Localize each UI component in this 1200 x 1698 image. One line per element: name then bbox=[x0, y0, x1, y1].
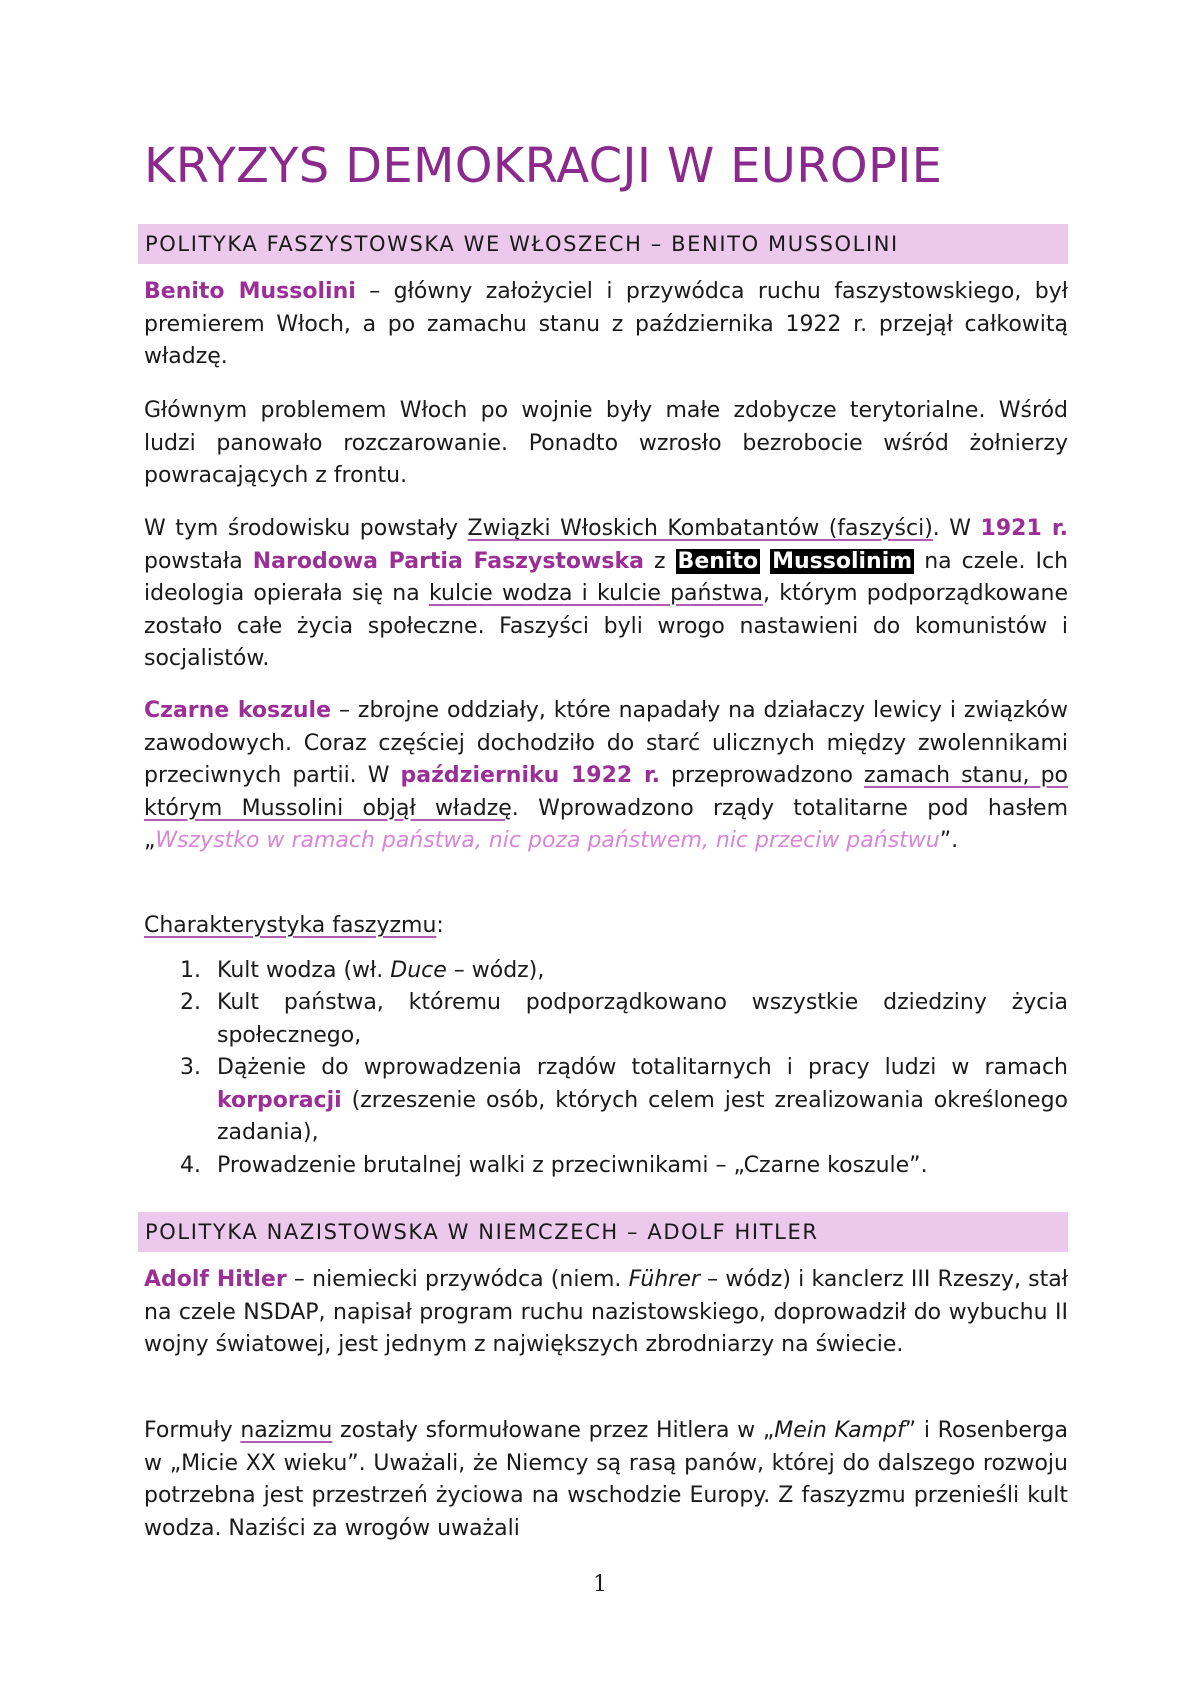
list-text: – wódz), bbox=[446, 957, 545, 983]
paragraph-text: W tym środowisku powstały bbox=[144, 516, 468, 541]
list-heading-suffix: : bbox=[436, 913, 444, 938]
paragraph-text: , którym podporządkowane zostało całe życia społeczne. Faszyści byli wrogo nastawieni do komunistów i socjalistów. bbox=[144, 581, 1068, 671]
list-item bbox=[180, 1052, 1068, 1150]
section-heading-nazism: POLITYKA NAZISTOWSKA W NIEMCZECH – ADOLF HITLER bbox=[138, 1212, 1068, 1252]
underlined-phrase: kulcie wodza i kulcie państwa bbox=[428, 581, 764, 606]
underlined-phrase: Związki Włoskich Kombatantów (faszyści) bbox=[467, 516, 933, 541]
paragraph-fascist-party bbox=[144, 513, 1068, 676]
paragraph-text: – wódz) i kanclerz III Rzeszy, stał na czele NSDAP, napisał program ruchu nazistowskiego, doprowadził do wybuchu II wojny światowej, jest jednym z największych zbrodniarzy na świecie. bbox=[144, 1267, 1068, 1357]
slogan-quote: Wszystko w ramach państwa, nic poza państwem, nic przeciw państwu bbox=[155, 828, 940, 853]
list-number: 4. bbox=[180, 1152, 201, 1178]
paragraph-text: ”. bbox=[939, 828, 959, 853]
keyword-party: Narodowa Partia Faszystowska bbox=[252, 548, 644, 574]
keyword-date: październiku 1922 r. bbox=[400, 763, 661, 788]
term-adolf-hitler: Adolf Hitler bbox=[144, 1267, 287, 1292]
underlined-phrase: zamach stanu, po którym Mussolini objął władzę bbox=[144, 763, 1068, 821]
paragraph-mussolini bbox=[144, 276, 1068, 374]
paragraph-text: ” i Rosenberga w „Micie XX wieku”. Uważali, że Niemcy są rasą panów, której do dalszego rozwoju potrzebna jest przestrzeń życiowa na wschodzie Europy. Z faszyzmu przenieśli kult wodza. Naziści za wrogów uważali bbox=[144, 1418, 1068, 1541]
paragraph-text bbox=[760, 549, 770, 574]
paragraph-text: – zbrojne oddziały, które napadały na działaczy lewicy i związków zawodowych. Coraz częściej dochodziło do starć ulicznych między zwolennikami przeciwnych partii. W bbox=[144, 698, 1068, 788]
list-number: 1. bbox=[180, 957, 201, 983]
paragraph-text: przeprowadzono bbox=[660, 763, 865, 788]
list-text: Prowadzenie brutalnej walki z przeciwnikami – „Czarne koszule”. bbox=[217, 1152, 928, 1178]
paragraph-black-shirts bbox=[144, 695, 1068, 858]
underlined-phrase: nazizmu bbox=[240, 1418, 333, 1443]
list-item bbox=[180, 955, 1068, 988]
highlighted-name: Mussolinim bbox=[772, 548, 913, 574]
list-text: (zrzeszenie osób, których celem jest zrealizowania określonego zadania), bbox=[217, 1087, 1068, 1145]
list-text: Dążenie do wprowadzenia rządów totalitarnych i pracy ludzi w ramach bbox=[217, 1055, 1068, 1080]
italic-book-title: Mein Kampf bbox=[774, 1418, 905, 1443]
keyword-corporations: korporacji bbox=[217, 1087, 342, 1113]
document-title: KRYZYS DEMOKRACJI W EUROPIE bbox=[144, 138, 943, 194]
section-heading-fascism: POLITYKA FASZYSTOWSKA WE WŁOSZECH – BENITO MUSSOLINI bbox=[138, 224, 1068, 264]
fascism-characteristics bbox=[144, 910, 1068, 1182]
list-number: 3. bbox=[180, 1055, 201, 1080]
keyword-year: 1921 r. bbox=[980, 516, 1068, 541]
paragraph-text: – główny założyciel i przywódca ruchu faszystowskiego, był premierem Włoch, a po zamachu stanu z października 1922 r. przejął całkowitą władzę. bbox=[144, 279, 1069, 369]
highlighted-name: Benito bbox=[677, 548, 759, 574]
paragraph-text: . Wprowadzono rządy totalitarne pod hasłem „ bbox=[144, 795, 1068, 853]
paragraph-text: powstała bbox=[144, 548, 253, 574]
paragraph-text: Głównym problemem Włoch po wojnie były małe zdobycze terytorialne. Wśród ludzi panowało rozczarowanie. Ponadto wzrosło bezrobocie wśród żołnierzy powracających z frontu. bbox=[144, 398, 1068, 488]
list-text: Kult państwa, któremu podporządkowano wszystkie dziedziny życia społecznego, bbox=[217, 990, 1068, 1048]
paragraph-text: . W bbox=[932, 516, 981, 541]
list-heading: Charakterystyka faszyzmu bbox=[144, 913, 437, 938]
italic-term: Führer bbox=[628, 1267, 700, 1292]
list-item bbox=[180, 1150, 1068, 1183]
paragraph-text: Formuły bbox=[144, 1418, 241, 1443]
paragraph-text: na czele. Ich ideologia opierała się na bbox=[144, 548, 1069, 606]
paragraph-text: z bbox=[643, 548, 676, 574]
term-black-shirts: Czarne koszule bbox=[144, 698, 332, 723]
paragraph-italy-problems bbox=[144, 395, 1068, 493]
list-item bbox=[180, 987, 1068, 1052]
term-benito-mussolini: Benito Mussolini bbox=[144, 279, 356, 304]
list-text: Kult wodza (wł. bbox=[217, 957, 391, 983]
page-number: 1 bbox=[593, 1572, 607, 1597]
paragraph-nazism-formulas bbox=[144, 1415, 1068, 1545]
paragraph-hitler bbox=[144, 1264, 1068, 1362]
paragraph-text: – niemiecki przywódca (niem. bbox=[286, 1267, 629, 1292]
paragraph-text: zostały sformułowane przez Hitlera w „ bbox=[332, 1418, 775, 1443]
list-number: 2. bbox=[180, 990, 201, 1015]
list-italic-term: Duce bbox=[390, 957, 447, 983]
characteristics-list bbox=[144, 955, 1068, 1183]
